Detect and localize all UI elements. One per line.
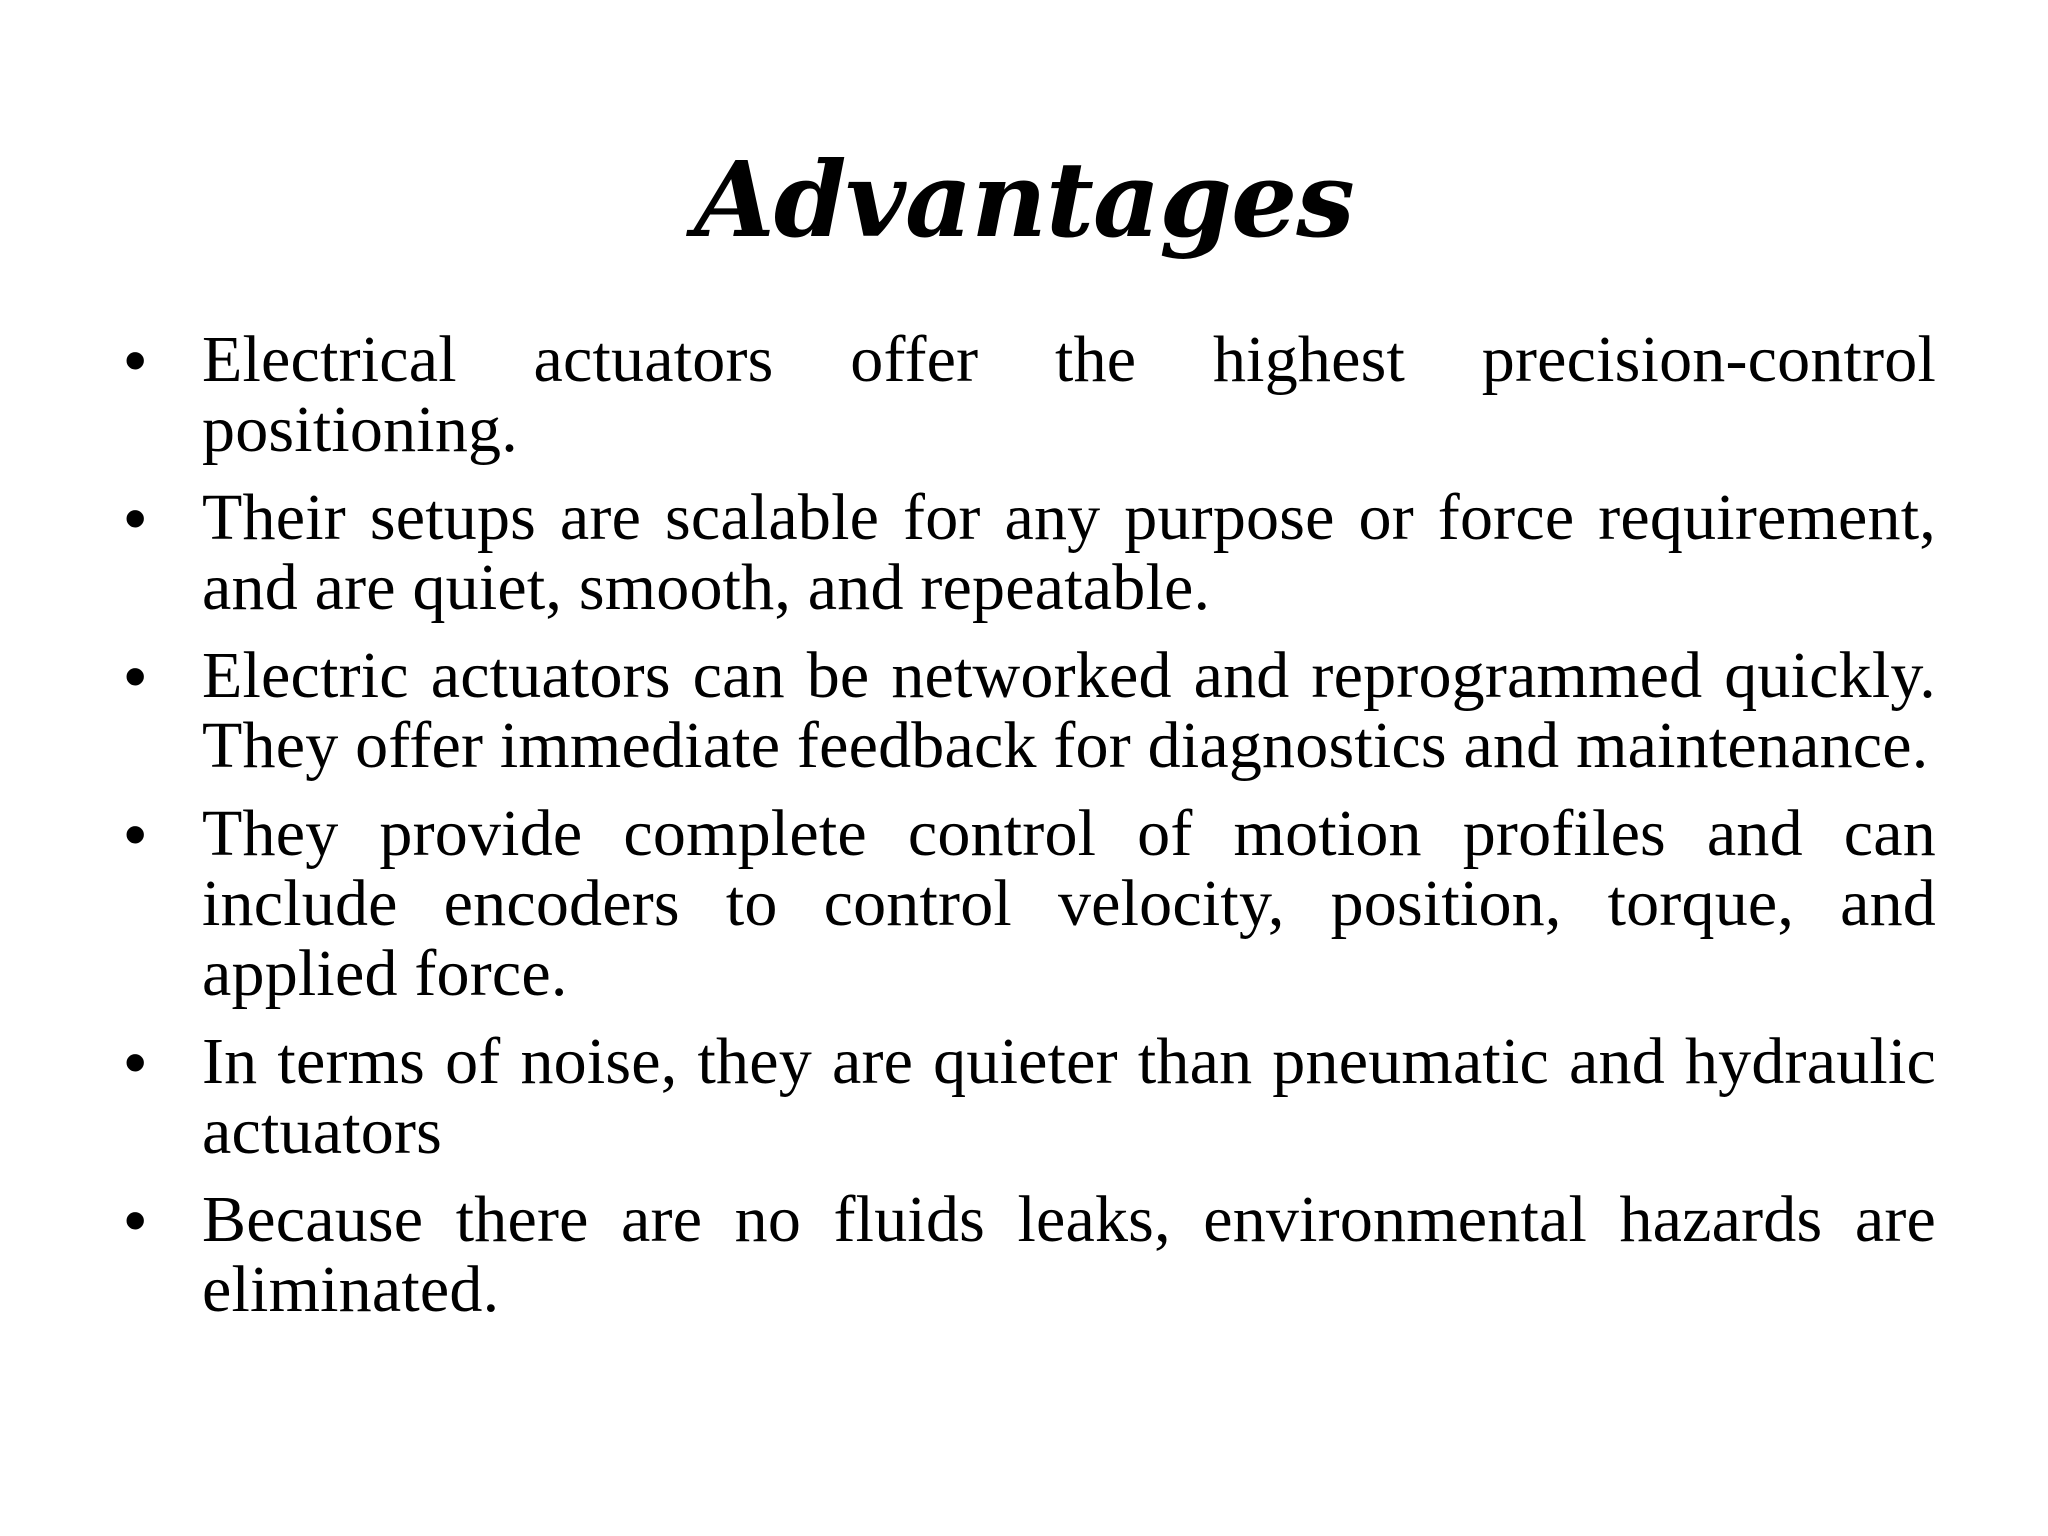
bullet-item — [118, 325, 1936, 465]
bullet-item — [118, 483, 1936, 623]
bullet-text: They provide complete control of motion profiles and can include encoders to control velocity, position, torque, and applied force. — [202, 797, 1936, 1010]
bullet-text: Electric actuators can be networked and reprogrammed quickly. They offer immediate feedback for diagnostics and maintenance. — [202, 639, 1936, 782]
bullet-point-icon: • — [124, 640, 147, 712]
bullet-text: In terms of noise, they are quieter than pneumatic and hydraulic actuators — [202, 1025, 1936, 1168]
bullet-text: Their setups are scalable for any purpose or force requirement, and are quiet, smooth, and repeatable. — [202, 481, 1936, 624]
bullet-point-icon: • — [124, 324, 147, 396]
slide-title: Advantages — [694, 138, 1354, 261]
bullet-item — [118, 799, 1936, 1009]
bullet-text: Because there are no fluids leaks, environmental hazards are eliminated. — [202, 1183, 1936, 1326]
bullet-point-icon: • — [124, 482, 147, 554]
bullet-point-icon: • — [124, 1026, 147, 1098]
bullet-item — [118, 641, 1936, 781]
bullet-point-icon: • — [124, 1184, 147, 1256]
bullet-item — [118, 1027, 1936, 1167]
bullet-point-icon: • — [124, 798, 147, 870]
bullet-text: Electrical actuators offer the highest precision-control positioning. — [202, 323, 1936, 466]
bullet-item — [118, 1185, 1936, 1325]
bullet-list — [118, 325, 1936, 1343]
